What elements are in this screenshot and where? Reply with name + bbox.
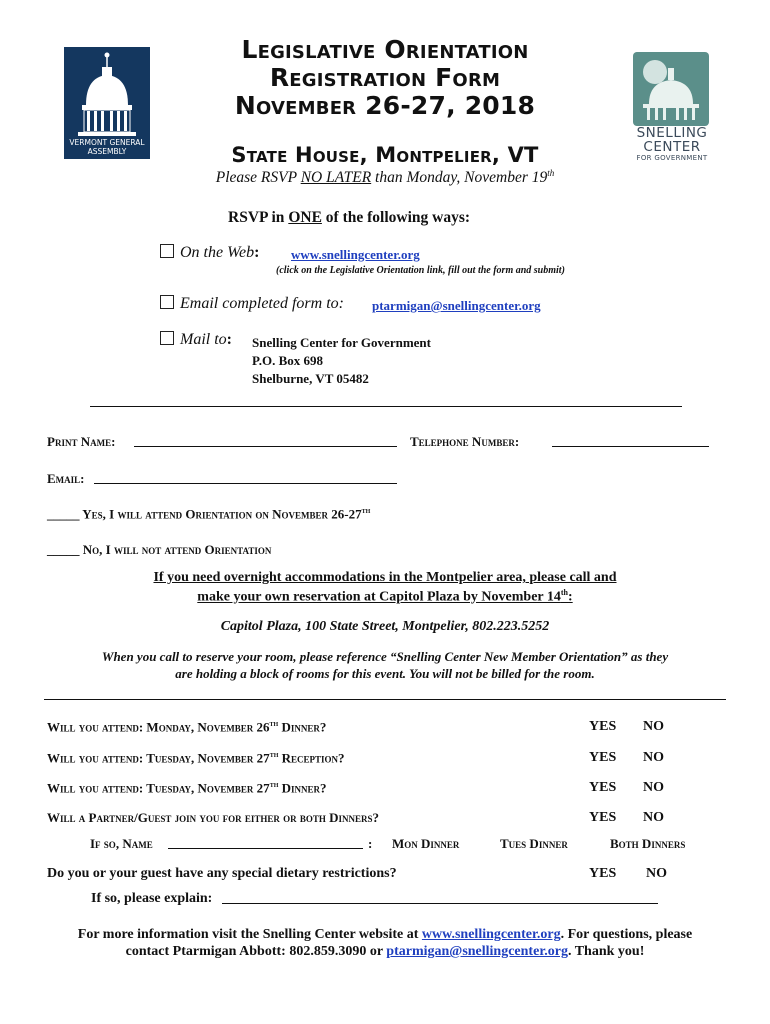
dietary-question: Do you or your guest have any special dietary restrictions?	[47, 866, 397, 881]
accommodations-line1: If you need overnight accommodations in the Montpelier area, please call and	[153, 570, 617, 585]
no-option[interactable]: NO	[643, 719, 664, 734]
yes-option[interactable]: YES	[589, 866, 617, 881]
center-name: CENTER	[643, 139, 701, 155]
print-name-label: Print Name:	[47, 434, 116, 449]
mail-line2: P.O. Box 698	[252, 353, 324, 368]
yes-option[interactable]: YES	[589, 780, 617, 795]
guest-name-colon: :	[368, 836, 373, 851]
footer-line1: For more information visit the Snelling Center website at www.snellingcenter.org. For questions, please	[77, 927, 693, 942]
rsvp-web-option: On the Web:	[160, 244, 259, 262]
mail-checkbox[interactable]	[160, 331, 174, 345]
form-title-date: November 26-27, 2018	[234, 91, 536, 120]
print-name-field[interactable]	[134, 434, 397, 447]
footer-website-link[interactable]: www.snellingcenter.org	[421, 927, 561, 942]
form-title-line2: Registration Form	[269, 63, 501, 92]
email-checkbox[interactable]	[160, 295, 174, 309]
reservation-note-line1: When you call to reserve your room, please reference “Snelling Center New Member Orientation” as they	[101, 649, 669, 664]
no-option[interactable]: NO	[643, 780, 664, 795]
question-monday-dinner: Will you attend: Monday, November 26th Dinner?	[47, 719, 327, 735]
web-link[interactable]: www.snellingcenter.org	[291, 247, 420, 262]
explain-label: If so, please explain:	[91, 891, 213, 906]
guest-name-field[interactable]	[168, 836, 363, 849]
email-label: Email:	[47, 471, 85, 486]
capitol-building-icon	[633, 52, 709, 126]
accommodations-line2: make your own reservation at Capitol Plaza by November 14th:	[197, 588, 573, 605]
mail-address	[252, 334, 431, 388]
footer-email-link[interactable]: ptarmigan@snellingcenter.org	[386, 944, 568, 959]
yes-option[interactable]: YES	[589, 750, 617, 765]
divider-2	[44, 699, 726, 700]
telephone-label: Telephone Number:	[410, 434, 520, 449]
reservation-note-line2: are holding a block of rooms for this event. You will not be billed for the room.	[175, 666, 595, 681]
snelling-center-logo	[633, 52, 709, 126]
vermont-general-assembly-logo	[64, 47, 150, 159]
web-checkbox[interactable]	[160, 244, 174, 258]
tues-dinner-option[interactable]: Tues Dinner	[500, 836, 568, 851]
location-title: State House, Montpelier, VT	[231, 143, 539, 167]
rsvp-email-option: Email completed form to:	[160, 295, 344, 313]
logo-text-line1: VERMONT GENERAL	[69, 138, 145, 147]
no-option[interactable]: NO	[643, 810, 664, 825]
mon-dinner-option[interactable]: Mon Dinner	[392, 836, 460, 851]
footer-line2: contact Ptarmigan Abbott: 802.859.3090 or ptarmigan@snellingcenter.org. Thank you!	[125, 944, 645, 959]
rsvp-intro: RSVP in ONE of the following ways:	[228, 209, 471, 226]
both-dinners-option[interactable]: Both Dinners	[610, 836, 686, 851]
rsvp-deadline: Please RSVP NO LATER than Monday, November 19th	[215, 168, 555, 187]
rsvp-mail-option: Mail to:	[160, 331, 232, 349]
guest-name-label: If so, Name	[90, 836, 153, 851]
for-government: FOR GOVERNMENT	[636, 154, 708, 162]
no-option[interactable]: NO	[646, 866, 667, 881]
mail-line3: Shelburne, VT 05482	[252, 371, 369, 386]
snelling-name: SNELLING	[636, 125, 708, 141]
email-link[interactable]: ptarmigan@snellingcenter.org	[372, 298, 541, 313]
question-tuesday-dinner: Will you attend: Tuesday, November 27th Dinner?	[47, 780, 327, 796]
no-option[interactable]: NO	[643, 750, 664, 765]
form-title-line1: Legislative Orientation	[241, 35, 529, 64]
no-attend-option[interactable]: _____ No, I will not attend Orientation	[47, 542, 272, 557]
mail-line1: Snelling Center for Government	[252, 335, 431, 350]
question-tuesday-reception: Will you attend: Tuesday, November 27th Reception?	[47, 750, 345, 766]
capitol-plaza-address: Capitol Plaza, 100 State Street, Montpelier, 802.223.5252	[220, 619, 550, 634]
yes-option[interactable]: YES	[589, 719, 617, 734]
yes-attend-option[interactable]: _____ Yes, I will attend Orientation on November 26-27th	[47, 506, 371, 522]
email-field[interactable]	[94, 471, 397, 484]
yes-option[interactable]: YES	[589, 810, 617, 825]
logo-text-line2: ASSEMBLY	[87, 147, 127, 156]
explain-field[interactable]	[222, 891, 658, 904]
telephone-field[interactable]	[552, 434, 709, 447]
web-note: (click on the Legislative Orientation link, fill out the form and submit)	[276, 265, 565, 276]
question-partner-guest: Will a Partner/Guest join you for either or both Dinners?	[47, 810, 380, 825]
divider	[90, 406, 682, 407]
